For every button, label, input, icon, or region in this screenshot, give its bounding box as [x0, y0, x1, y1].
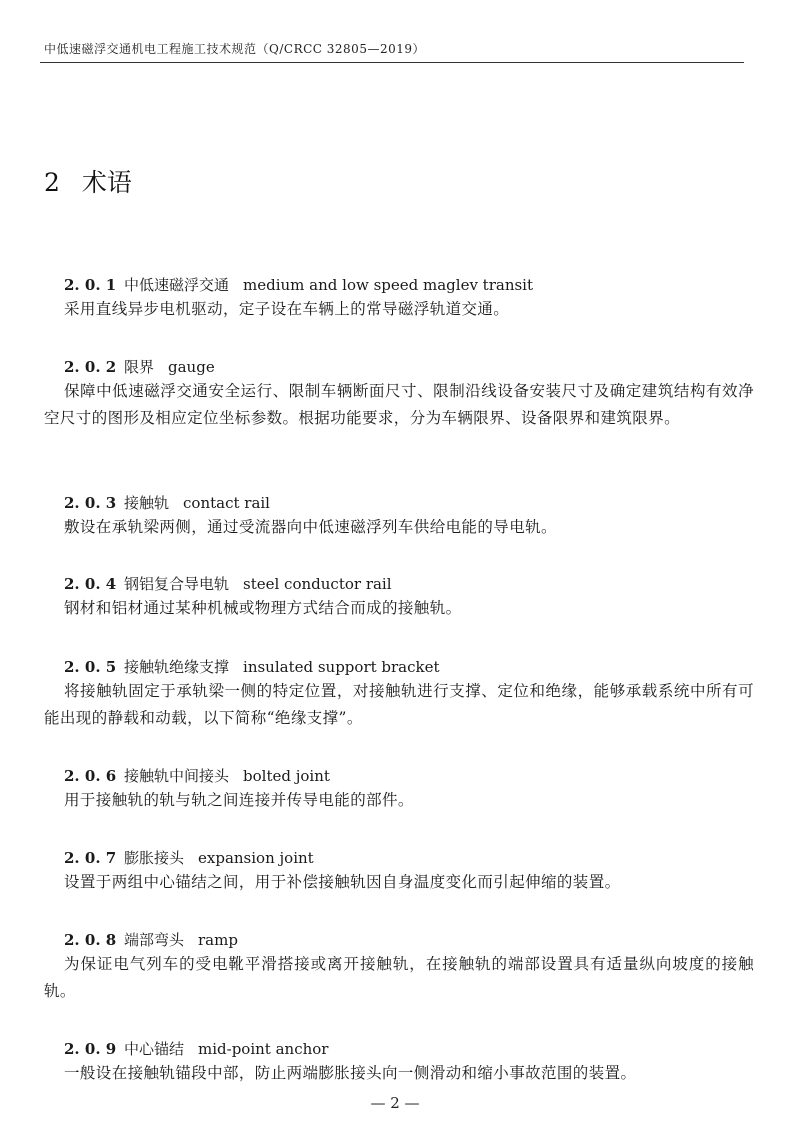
- term-chinese: 接触轨中间接头: [124, 767, 230, 785]
- term-definition: 将接触轨固定于承轨梁一侧的特定位置，对接触轨进行支撑、定位和绝缘，能够承载系统中所有可能出现的静载和动载，以下简称“绝缘支撑”。: [44, 682, 754, 727]
- term-entry: [44, 356, 754, 432]
- term-chinese: 膨胀接头: [124, 849, 185, 867]
- page-number: — 2 —: [370, 1094, 420, 1112]
- term-entry: [64, 847, 754, 896]
- term-chinese: 端部弯头: [124, 931, 185, 949]
- term-chinese: 中心锚结: [124, 1040, 185, 1058]
- term-number: 2. 0. 5: [64, 658, 117, 676]
- term-definition: 保障中低速磁浮交通安全运行、限制车辆断面尺寸、限制沿线设备安装尺寸及确定建筑结构有效净空尺寸的图形及相应定位坐标参数。根据功能要求，分为车辆限界、设备限界和建筑限界。: [44, 382, 754, 427]
- term-entry: [64, 492, 754, 541]
- term-number: 2. 0. 7: [64, 849, 117, 867]
- term-heading: [64, 847, 754, 869]
- term-number: 2. 0. 3: [64, 494, 117, 512]
- term-chinese: 中低速磁浮交通: [124, 276, 230, 294]
- term-heading: [64, 1038, 754, 1060]
- term-number: 2. 0. 6: [64, 767, 117, 785]
- term-english: insulated support bracket: [243, 658, 440, 676]
- header-rule: [40, 62, 744, 63]
- term-heading: [64, 765, 754, 787]
- running-header: 中低速磁浮交通机电工程施工技术规范（Q/CRCC 32805—2019）: [44, 42, 425, 56]
- term-heading: [64, 929, 754, 951]
- term-entry: [64, 765, 754, 814]
- term-definition: 为保证电气列车的受电靴平滑搭接或离开接触轨，在接触轨的端部设置具有适量纵向坡度的接触轨。: [44, 955, 754, 1000]
- term-english: bolted joint: [243, 767, 330, 785]
- term-entry: [64, 1038, 754, 1087]
- term-english: medium and low speed maglev transit: [243, 276, 534, 294]
- term-definition: 用于接触轨的轨与轨之间连接并传导电能的部件。: [64, 791, 414, 809]
- term-heading: [64, 356, 754, 378]
- term-heading: [64, 492, 754, 514]
- term-english: ramp: [198, 931, 238, 949]
- term-definition: 敷设在承轨梁两侧，通过受流器向中低速磁浮列车供给电能的导电轨。: [64, 518, 557, 536]
- term-heading: [64, 573, 754, 595]
- term-entry: [44, 929, 754, 1005]
- term-heading: [64, 274, 754, 296]
- chapter-number: 2: [44, 168, 60, 197]
- term-english: contact rail: [183, 494, 270, 512]
- chapter-heading: 术语: [81, 168, 132, 197]
- term-definition: 设置于两组中心锚结之间，用于补偿接触轨因自身温度变化而引起伸缩的装置。: [64, 873, 621, 891]
- term-english: mid-point anchor: [198, 1040, 329, 1058]
- term-number: 2. 0. 8: [64, 931, 117, 949]
- term-number: 2. 0. 9: [64, 1040, 117, 1058]
- term-entry: [64, 274, 754, 323]
- term-chinese: 限界: [124, 358, 155, 376]
- term-number: 2. 0. 2: [64, 358, 117, 376]
- term-chinese: 接触轨绝缘支撑: [124, 658, 230, 676]
- term-heading: [64, 656, 754, 678]
- term-number: 2. 0. 1: [64, 276, 117, 294]
- term-entry: [44, 656, 754, 732]
- term-definition: 一般设在接触轨锚段中部，防止两端膨胀接头向一侧滑动和缩小事故范围的装置。: [64, 1064, 637, 1082]
- term-entry: [64, 573, 754, 622]
- chapter-title: [44, 163, 132, 199]
- term-number: 2. 0. 4: [64, 575, 117, 593]
- term-english: expansion joint: [198, 849, 314, 867]
- term-chinese: 钢铝复合导电轨: [124, 575, 230, 593]
- term-definition: 采用直线异步电机驱动，定子设在车辆上的常导磁浮轨道交通。: [64, 300, 510, 318]
- term-english: gauge: [168, 358, 215, 376]
- term-english: steel conductor rail: [243, 575, 392, 593]
- term-chinese: 接触轨: [124, 494, 170, 512]
- term-definition: 钢材和铝材通过某种机械或物理方式结合而成的接触轨。: [64, 599, 462, 617]
